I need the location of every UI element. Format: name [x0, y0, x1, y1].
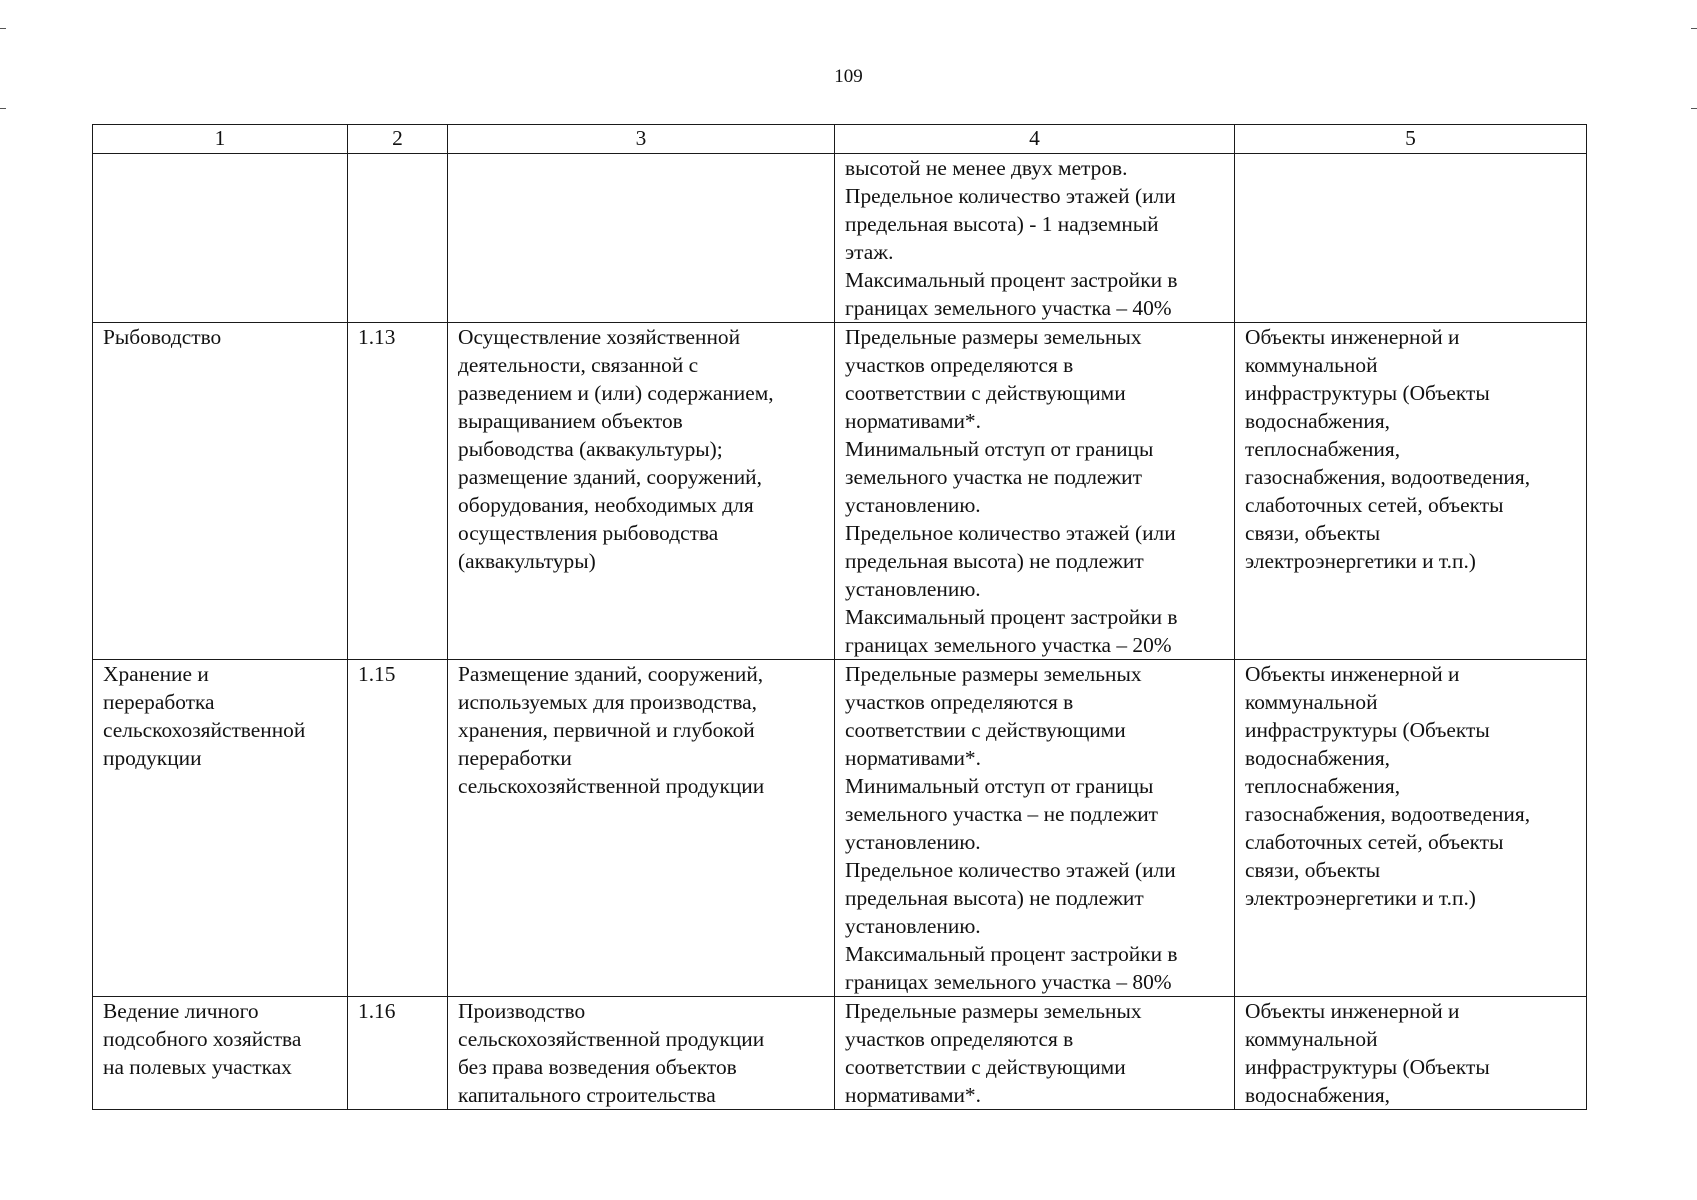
- text-line: нормативами*.: [845, 409, 981, 433]
- left-margin-mark: [0, 108, 6, 109]
- land-use-name-cell: [93, 323, 348, 660]
- text-line: Предельные размеры земельных: [845, 999, 1142, 1023]
- right-margin-mark: [1691, 28, 1697, 29]
- text-line: Осуществление хозяйственной: [458, 325, 741, 349]
- text-line: установлению.: [845, 577, 981, 601]
- text-line: водоснабжения,: [1245, 1083, 1391, 1107]
- auxiliary-objects-cell: [1235, 323, 1587, 660]
- text-line: инфраструктуры (Объекты: [1245, 381, 1490, 405]
- text-line: газоснабжения, водоотведения,: [1245, 465, 1531, 489]
- text-line: нормативами*.: [845, 746, 981, 770]
- text-line: капитального строительства: [458, 1083, 716, 1107]
- text-line: земельного участка не подлежит: [845, 465, 1142, 489]
- text-line: Объекты инженерной и: [1245, 662, 1460, 686]
- text-line: предельная высота) не подлежит: [845, 886, 1144, 910]
- text-line: продукции: [103, 746, 202, 770]
- left-margin-mark: [0, 28, 6, 29]
- text-line: высотой не менее двух метров.: [845, 156, 1128, 180]
- table-row: [93, 323, 1587, 660]
- land-use-code-cell: 1.15: [348, 660, 448, 997]
- text-line: подсобного хозяйства: [103, 1027, 302, 1051]
- text-line: установлению.: [845, 830, 981, 854]
- table-header-row: [93, 125, 1587, 154]
- text-line: газоснабжения, водоотведения,: [1245, 802, 1531, 826]
- parameters-cell: [835, 997, 1235, 1110]
- text-line: разведением и (или) содержанием,: [458, 381, 774, 405]
- auxiliary-objects-cell: [1235, 154, 1587, 323]
- land-use-code-cell: 1.16: [348, 997, 448, 1110]
- text-line: водоснабжения,: [1245, 409, 1391, 433]
- text-line: Максимальный процент застройки в: [845, 268, 1178, 292]
- text-line: Хранение и: [103, 662, 209, 686]
- text-line: земельного участка – не подлежит: [845, 802, 1159, 826]
- text-line: Минимальный отступ от границы: [845, 774, 1154, 798]
- text-line: (аквакультуры): [458, 549, 596, 573]
- text-line: установлению.: [845, 914, 981, 938]
- text-line: соответствии с действующими: [845, 1055, 1126, 1079]
- land-use-code-cell: [348, 154, 448, 323]
- table-row: [93, 997, 1587, 1110]
- text-line: сельскохозяйственной продукции: [458, 1027, 765, 1051]
- column-header-3: 3: [448, 125, 835, 154]
- text-line: этаж.: [845, 240, 894, 264]
- column-header-2: 2: [348, 125, 448, 154]
- text-line: используемых для производства,: [458, 690, 757, 714]
- text-line: нормативами*.: [845, 1083, 981, 1107]
- text-line: инфраструктуры (Объекты: [1245, 718, 1490, 742]
- text-line: переработки: [458, 746, 572, 770]
- text-line: Объекты инженерной и: [1245, 999, 1460, 1023]
- text-line: Производство: [458, 999, 586, 1023]
- page-number: 109: [834, 66, 863, 87]
- parameters-cell: [835, 323, 1235, 660]
- text-line: хранения, первичной и глубокой: [458, 718, 755, 742]
- text-line: без права возведения объектов: [458, 1055, 737, 1079]
- parameters-cell: [835, 154, 1235, 323]
- text-line: Минимальный отступ от границы: [845, 437, 1154, 461]
- text-line: слаботочных сетей, объекты: [1245, 830, 1504, 854]
- land-use-name-cell: [93, 660, 348, 997]
- text-line: деятельности, связанной с: [458, 353, 699, 377]
- table-row: [93, 660, 1587, 997]
- column-header-5: 5: [1235, 125, 1587, 154]
- text-line: предельная высота) не подлежит: [845, 549, 1144, 573]
- text-line: Предельное количество этажей (или: [845, 184, 1176, 208]
- text-line: теплоснабжения,: [1245, 437, 1401, 461]
- text-line: Предельные размеры земельных: [845, 662, 1142, 686]
- text-line: предельная высота) - 1 надземный: [845, 212, 1159, 236]
- text-line: Предельные размеры земельных: [845, 325, 1142, 349]
- text-line: Предельное количество этажей (или: [845, 521, 1176, 545]
- text-line: границах земельного участка – 20%: [845, 633, 1172, 657]
- land-use-description-cell: [448, 997, 835, 1110]
- text-line: границах земельного участка – 40%: [845, 296, 1172, 320]
- text-line: водоснабжения,: [1245, 746, 1391, 770]
- right-margin-mark: [1691, 108, 1697, 109]
- text-line: оборудования, необходимых для: [458, 493, 754, 517]
- land-use-name-cell: [93, 154, 348, 323]
- text-line: инфраструктуры (Объекты: [1245, 1055, 1490, 1079]
- text-line: границах земельного участка – 80%: [845, 970, 1172, 994]
- text-line: переработка: [103, 690, 215, 714]
- zoning-regulations-table: [92, 124, 1587, 1110]
- column-header-4: 4: [835, 125, 1235, 154]
- text-line: Предельное количество этажей (или: [845, 858, 1176, 882]
- text-line: соответствии с действующими: [845, 718, 1126, 742]
- text-line: участков определяются в: [845, 690, 1074, 714]
- text-line: Размещение зданий, сооружений,: [458, 662, 764, 686]
- text-line: сельскохозяйственной продукции: [458, 774, 765, 798]
- auxiliary-objects-cell: [1235, 997, 1587, 1110]
- text-line: осуществления рыбоводства: [458, 521, 719, 545]
- text-line: теплоснабжения,: [1245, 774, 1401, 798]
- text-line: коммунальной: [1245, 353, 1378, 377]
- text-line: размещение зданий, сооружений,: [458, 465, 762, 489]
- text-line: коммунальной: [1245, 1027, 1378, 1051]
- text-line: Объекты инженерной и: [1245, 325, 1460, 349]
- text-line: Максимальный процент застройки в: [845, 942, 1178, 966]
- text-line: соответствии с действующими: [845, 381, 1126, 405]
- parameters-cell: [835, 660, 1235, 997]
- text-line: участков определяются в: [845, 1027, 1074, 1051]
- land-use-name-cell: [93, 997, 348, 1110]
- text-line: Максимальный процент застройки в: [845, 605, 1178, 629]
- land-use-description-cell: [448, 154, 835, 323]
- text-line: сельскохозяйственной: [103, 718, 306, 742]
- text-line: электроэнергетики и т.п.): [1245, 886, 1476, 910]
- text-line: Ведение личного: [103, 999, 259, 1023]
- text-line: Рыбоводство: [103, 325, 222, 349]
- auxiliary-objects-cell: [1235, 660, 1587, 997]
- text-line: рыбоводства (аквакультуры);: [458, 437, 723, 461]
- text-line: коммунальной: [1245, 690, 1378, 714]
- land-use-description-cell: [448, 323, 835, 660]
- text-line: связи, объекты: [1245, 521, 1381, 545]
- text-line: электроэнергетики и т.п.): [1245, 549, 1476, 573]
- column-header-1: 1: [93, 125, 348, 154]
- land-use-description-cell: [448, 660, 835, 997]
- text-line: слаботочных сетей, объекты: [1245, 493, 1504, 517]
- text-line: на полевых участках: [103, 1055, 292, 1079]
- text-line: участков определяются в: [845, 353, 1074, 377]
- text-line: выращиванием объектов: [458, 409, 683, 433]
- table-row: [93, 154, 1587, 323]
- text-line: связи, объекты: [1245, 858, 1381, 882]
- land-use-code-cell: 1.13: [348, 323, 448, 660]
- text-line: установлению.: [845, 493, 981, 517]
